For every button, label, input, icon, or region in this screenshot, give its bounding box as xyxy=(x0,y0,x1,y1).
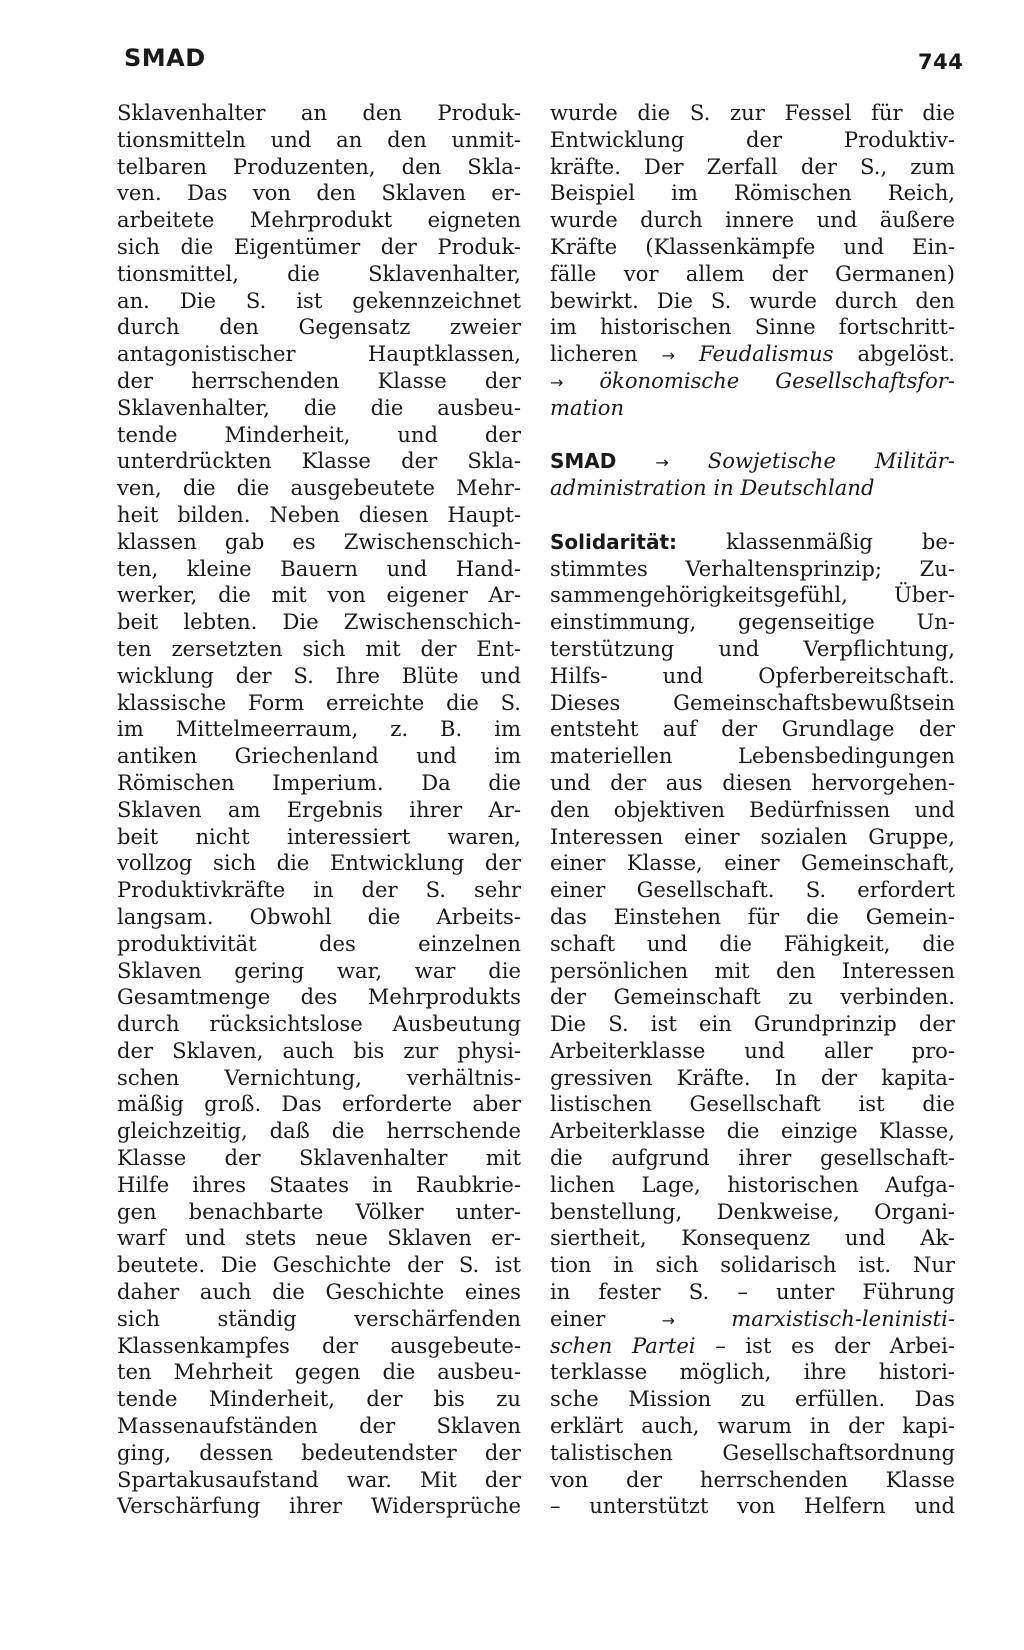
cross-reference-oekonomische-gesellschaftsformation[interactable]: ökonomische Gesellschaftsfor- xyxy=(599,367,955,393)
text-line: ten Mehrheit gegen die ausbeu- xyxy=(117,1359,521,1385)
text-line: lichen Lage, historischen Aufga- xyxy=(550,1171,955,1197)
text-line: siertheit, Konsequenz und Ak- xyxy=(550,1225,955,1251)
text-fragment: klassenmäßig be- xyxy=(726,528,955,554)
text-line: tende Minderheit, und der xyxy=(117,421,521,447)
text-line: antagonistischer Hauptklassen, xyxy=(117,341,521,367)
text-line: den objektiven Bedürfnissen und xyxy=(550,796,955,822)
text-line: tionsmitteln und an den unmit- xyxy=(117,126,521,152)
cross-reference-continuation[interactable]: schen Partei xyxy=(550,1332,696,1358)
smad-entry-line-2 xyxy=(550,475,955,502)
text-line: wurde die S. zur Fessel für die xyxy=(550,100,955,125)
text-line: schen Vernichtung, verhältnis- xyxy=(117,1064,521,1090)
cross-reference-continuation[interactable]: administration in Deutschland xyxy=(550,475,875,501)
text-line: der herrschenden Klasse der xyxy=(117,367,521,393)
entry-term-solidaritaet: Solidarität: xyxy=(550,529,678,554)
text-line: produktivität des einzelnen xyxy=(117,930,521,956)
text-line: gleichzeitig, daß die herrschende xyxy=(117,1118,521,1144)
text-line: einstimmung, gegenseitige Un- xyxy=(550,609,955,635)
right-column xyxy=(550,100,955,1520)
running-head-entry: SMAD xyxy=(124,44,206,72)
text-line: Sklavenhalter, die die ausbeu- xyxy=(117,394,521,420)
text-line: sche Mission zu erfüllen. Das xyxy=(550,1386,955,1412)
text-line: Römischen Imperium. Da die xyxy=(117,769,521,795)
party-line-1 xyxy=(550,1306,955,1333)
text-line: persönlichen mit den Interessen xyxy=(550,957,955,983)
smad-entry-line-1 xyxy=(550,448,955,475)
text-line: Massenaufständen der Sklaven xyxy=(117,1413,521,1439)
page-number: 744 xyxy=(918,50,964,74)
text-line: daher auch die Geschichte eines xyxy=(117,1279,521,1305)
text-line: Entwicklung der Produktiv- xyxy=(550,126,955,152)
text-line: einer Klasse, einer Gemeinschaft, xyxy=(550,850,955,876)
solidaritaet-entry-line-1 xyxy=(550,529,955,556)
text-fragment: – ist es der Arbei- xyxy=(715,1332,955,1358)
text-line: die aufgrund ihrer gesellschaft- xyxy=(550,1145,955,1171)
party-line-2 xyxy=(550,1333,955,1360)
cross-reference-arrow-icon: → xyxy=(661,346,675,366)
text-line: wurde durch innere und äußere xyxy=(550,207,955,233)
text-line: arbeitete Mehrprodukt eigneten xyxy=(117,207,521,233)
text-line: beit lebten. Die Zwischenschich- xyxy=(117,609,521,635)
text-line: Die S. ist ein Grundprinzip der xyxy=(550,1011,955,1037)
text-line: ging, dessen bedeutendster der xyxy=(117,1439,521,1465)
text-line: mäßig groß. Das erforderte aber xyxy=(117,1091,521,1117)
text-line: Interessen einer sozialen Gruppe, xyxy=(550,823,955,849)
text-line: terklasse möglich, ihre histori- xyxy=(550,1359,955,1385)
text-line: fälle vor allem der Germanen) xyxy=(550,260,955,286)
text-line: durch rücksichtslose Ausbeutung xyxy=(117,1011,521,1037)
text-line: ten, kleine Bauern und Hand- xyxy=(117,555,521,581)
text-line: einer Gesellschaft. S. erfordert xyxy=(550,877,955,903)
text-line: beutete. Die Geschichte der S. ist xyxy=(117,1252,521,1278)
text-line: talistischen Gesellschaftsordnung xyxy=(550,1439,955,1465)
cross-reference-marxistisch-leninistische-partei[interactable]: marxistisch-leninisti- xyxy=(731,1305,955,1331)
text-line: tionsmittel, die Sklavenhalter, xyxy=(117,260,521,286)
text-line: Gesamtmenge des Mehrprodukts xyxy=(117,984,521,1010)
text-line: und der aus diesen hervorgehen- xyxy=(550,769,955,795)
oekonomische-line-2 xyxy=(550,395,955,422)
text-line: das Einstehen für die Gemein- xyxy=(550,903,955,929)
cross-reference-arrow-icon: → xyxy=(655,453,669,473)
cross-reference-arrow-icon: → xyxy=(661,1310,675,1330)
text-line: durch den Gegensatz zweier xyxy=(117,314,521,340)
text-line: beit nicht interessiert waren, xyxy=(117,823,521,849)
entry-term-smad: SMAD xyxy=(550,449,617,474)
text-line: in fester S. – unter Führung xyxy=(550,1279,955,1305)
text-line: tion in sich solidarisch ist. Nur xyxy=(550,1252,955,1278)
text-line: Sklaven gering war, war die xyxy=(117,957,521,983)
text-line: Sklaven am Ergebnis ihrer Ar- xyxy=(117,796,521,822)
text-line: schaft und die Fähigkeit, die xyxy=(550,930,955,956)
text-fragment: licheren xyxy=(550,341,638,367)
text-line: entsteht auf der Grundlage der xyxy=(550,716,955,742)
text-line: Klassenkampfes der ausgebeute- xyxy=(117,1332,521,1358)
text-line: Hilfe ihres Staates in Raubkrie- xyxy=(117,1171,521,1197)
text-line: ven. Das von den Sklaven er- xyxy=(117,180,521,206)
text-line: benstellung, Denkweise, Organi- xyxy=(550,1198,955,1224)
text-line: von der herrschenden Klasse xyxy=(550,1466,955,1492)
text-line: der Gemeinschaft zu verbinden. xyxy=(550,984,955,1010)
text-line: listischen Gesellschaft ist die xyxy=(550,1091,955,1117)
text-line: heit bilden. Neben diesen Haupt- xyxy=(117,501,521,527)
text-line: gen benachbarte Völker unter- xyxy=(117,1198,521,1224)
text-line: Klasse der Sklavenhalter mit xyxy=(117,1145,521,1171)
text-line: gressiven Kräfte. In der kapita- xyxy=(550,1064,955,1090)
text-line: werker, die mit von eigener Ar- xyxy=(117,582,521,608)
text-line: sich die Eigentümer der Produk- xyxy=(117,233,521,259)
solidaritaet-body-a xyxy=(550,556,955,1306)
solidaritaet-body-b xyxy=(550,1359,955,1520)
text-line: erklärt auch, warum in der kapi- xyxy=(550,1413,955,1439)
text-fragment: abgelöst. xyxy=(857,341,955,367)
cross-reference-sowjetische-militaeradministration[interactable]: Sowjetische Militär- xyxy=(707,448,955,474)
text-line: vollzog sich die Entwicklung der xyxy=(117,850,521,876)
continuation-text xyxy=(550,100,955,341)
text-line: sich ständig verschärfenden xyxy=(117,1305,521,1331)
entry-spacer xyxy=(550,422,955,449)
cross-reference-arrow-icon: → xyxy=(550,372,564,392)
left-column xyxy=(117,100,521,1520)
text-line: kräfte. Der Zerfall der S., zum xyxy=(550,153,955,179)
text-line: der Sklaven, auch bis zur physi- xyxy=(117,1037,521,1063)
text-line: bewirkt. Die S. wurde durch den xyxy=(550,287,955,313)
text-line: ten zersetzten sich mit der Ent- xyxy=(117,635,521,661)
text-line: wicklung der S. Ihre Blüte und xyxy=(117,662,521,688)
text-line: – unterstützt von Helfern und xyxy=(550,1493,955,1519)
text-line: unterdrückten Klasse der Skla- xyxy=(117,448,521,474)
text-line: Beispiel im Römischen Reich, xyxy=(550,180,955,206)
text-line: terstützung und Verpflichtung, xyxy=(550,635,955,661)
text-fragment: einer xyxy=(550,1305,606,1331)
text-line: warf und stets neue Sklaven er- xyxy=(117,1225,521,1251)
text-line: langsam. Obwohl die Arbeits- xyxy=(117,903,521,929)
text-line: Sklavenhalter an den Produk- xyxy=(117,100,521,125)
text-line: ven, die die ausgebeutete Mehr- xyxy=(117,475,521,501)
text-line: an. Die S. ist gekennzeichnet xyxy=(117,287,521,313)
text-line: klassen gab es Zwischenschich- xyxy=(117,528,521,554)
text-line: Verschärfung ihrer Widersprüche xyxy=(117,1493,521,1519)
text-line: telbaren Produzenten, den Skla- xyxy=(117,153,521,179)
text-line: stimmtes Verhaltensprinzip; Zu- xyxy=(550,555,955,581)
text-line: tende Minderheit, der bis zu xyxy=(117,1386,521,1412)
text-line: sammengehörigkeitsgefühl, Über- xyxy=(550,582,955,608)
text-line: Arbeiterklasse und aller pro- xyxy=(550,1037,955,1063)
text-line: Kräfte (Klassenkämpfe und Ein- xyxy=(550,233,955,259)
text-line: Spartakusaufstand war. Mit der xyxy=(117,1466,521,1492)
text-line: Hilfs- und Opferbereitschaft. xyxy=(550,662,955,688)
text-line: klassische Form erreichte die S. xyxy=(117,689,521,715)
cross-reference-feudalismus[interactable]: Feudalismus xyxy=(699,341,834,367)
oekonomische-line-1 xyxy=(550,368,955,395)
cross-reference-continuation[interactable]: mation xyxy=(550,394,625,420)
text-line: Produktivkräfte in der S. sehr xyxy=(117,877,521,903)
text-line: im historischen Sinne fortschritt- xyxy=(550,314,955,340)
text-line: Arbeiterklasse die einzige Klasse, xyxy=(550,1118,955,1144)
entry-spacer xyxy=(550,502,955,529)
feudalismus-line xyxy=(550,341,955,368)
text-line: Dieses Gemeinschaftsbewußtsein xyxy=(550,689,955,715)
text-line: im Mittelmeerraum, z. B. im xyxy=(117,716,521,742)
text-line: materiellen Lebensbedingungen xyxy=(550,743,955,769)
text-line: antiken Griechenland und im xyxy=(117,743,521,769)
